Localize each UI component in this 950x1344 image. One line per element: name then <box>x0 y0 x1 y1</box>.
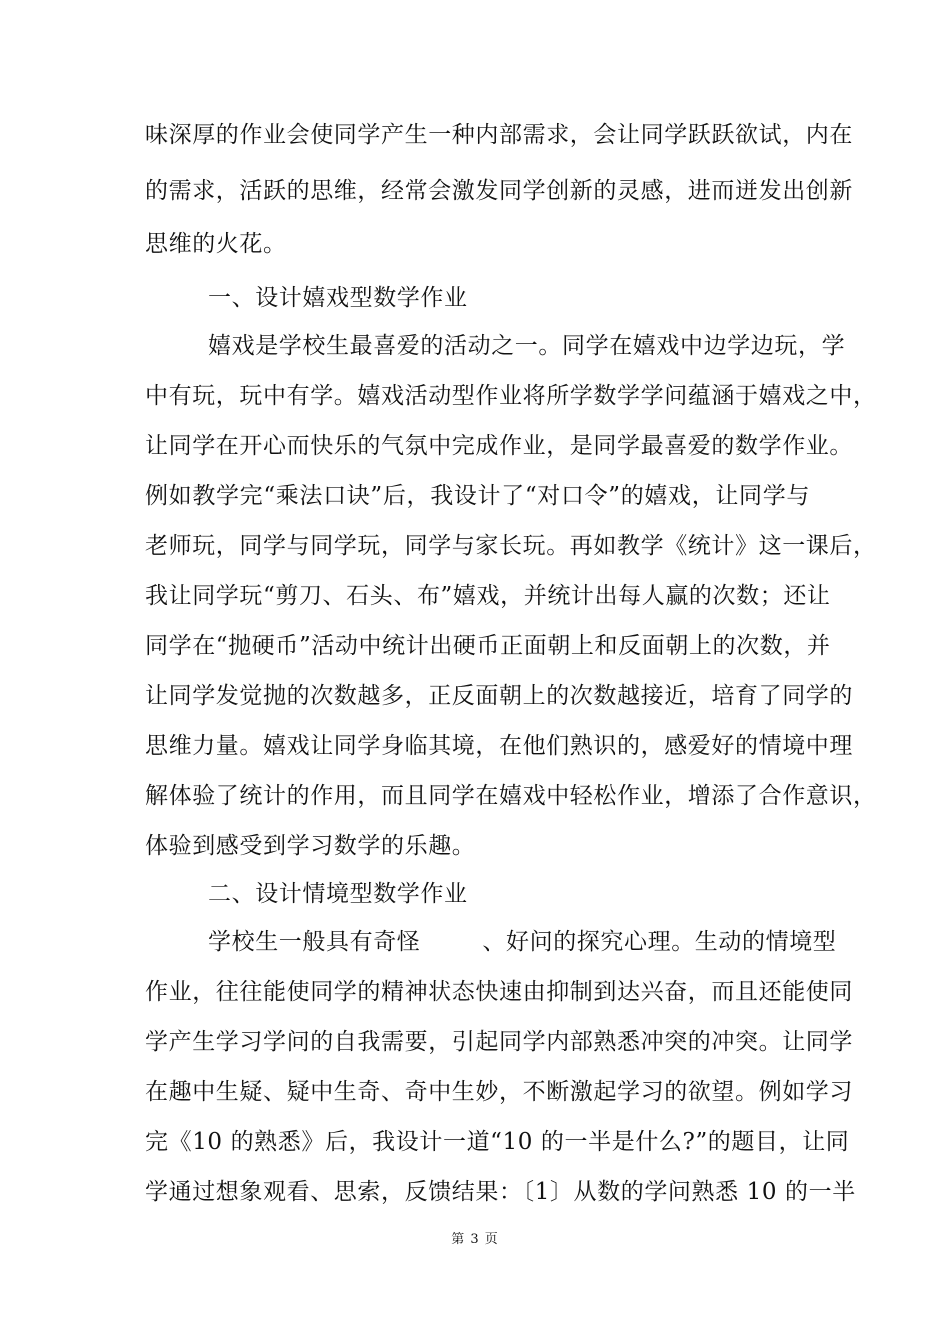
text-line: 让同学发觉抛的次数越多，正反面朝上的次数越接近，培育了同学的 <box>145 683 853 709</box>
text-segment: 学校生一般具有奇怪 <box>208 929 421 955</box>
text-line: 学产生学习学问的自我需要，引起同学内部熟悉冲突的冲突。让同学 <box>145 1029 853 1055</box>
text-line: 例如教学完“乘法口诀”后，我设计了“对口令”的嬉戏，让同学与 <box>145 483 810 509</box>
text-line: 中有玩，玩中有学。嬉戏活动型作业将所学数学学问蕴涵于嬉戏之中， <box>145 383 877 409</box>
text-line: 嬉戏是学校生最喜爱的活动之一。同学在嬉戏中边学边玩，学 <box>208 333 846 359</box>
text-segment: 、好问的探究心理。生动的情境型 <box>482 929 837 955</box>
text-line: 让同学在开心而快乐的气氛中完成作业，是同学最喜爱的数学作业。 <box>145 433 853 459</box>
text-line: 味深厚的作业会使同学产生一种内部需求，会让同学跃跃欲试，内在 <box>145 122 853 148</box>
text-line: 同学在“抛硬币”活动中统计出硬币正面朝上和反面朝上的次数，并 <box>145 633 831 659</box>
text-line: 体验到感受到学习数学的乐趣。 <box>145 833 476 859</box>
text-line: 的需求，活跃的思维，经常会激发同学创新的灵感，进而迸发出创新 <box>145 178 853 204</box>
text-line: 我让同学玩“剪刀、石头、布”嬉戏，并统计出每人赢的次数；还让 <box>145 583 831 609</box>
text-line: 学通过想象观看、思索，反馈结果：〔1〕从数的学问熟悉 10 的一半 <box>145 1179 856 1205</box>
text-line: 作业，往往能使同学的精神状态快速由抑制到达兴奋，而且还能使同 <box>145 979 853 1005</box>
text-line: 思维的火花。 <box>145 231 287 257</box>
page-number: 第 3 页 <box>451 1232 499 1247</box>
text-line: 在趣中生疑、疑中生奇、奇中生妙，不断激起学习的欲望。例如学习 <box>145 1079 853 1105</box>
text-line: 老师玩，同学与同学玩，同学与家长玩。再如教学《统计》这一课后， <box>145 533 877 559</box>
text-line: 思维力量。嬉戏让同学身临其境，在他们熟识的，感爱好的情境中理 <box>145 733 853 759</box>
text-line: 解体验了统计的作用，而且同学在嬉戏中轻松作业，增添了合作意识， <box>145 783 877 809</box>
text-line: 完《10 的熟悉》后，我设计一道“10 的一半是什么?”的题目，让同 <box>145 1129 850 1155</box>
text-line <box>208 927 837 957</box>
section-heading: 一、设计嬉戏型数学作业 <box>208 285 468 311</box>
section-heading: 二、设计情境型数学作业 <box>208 881 468 907</box>
